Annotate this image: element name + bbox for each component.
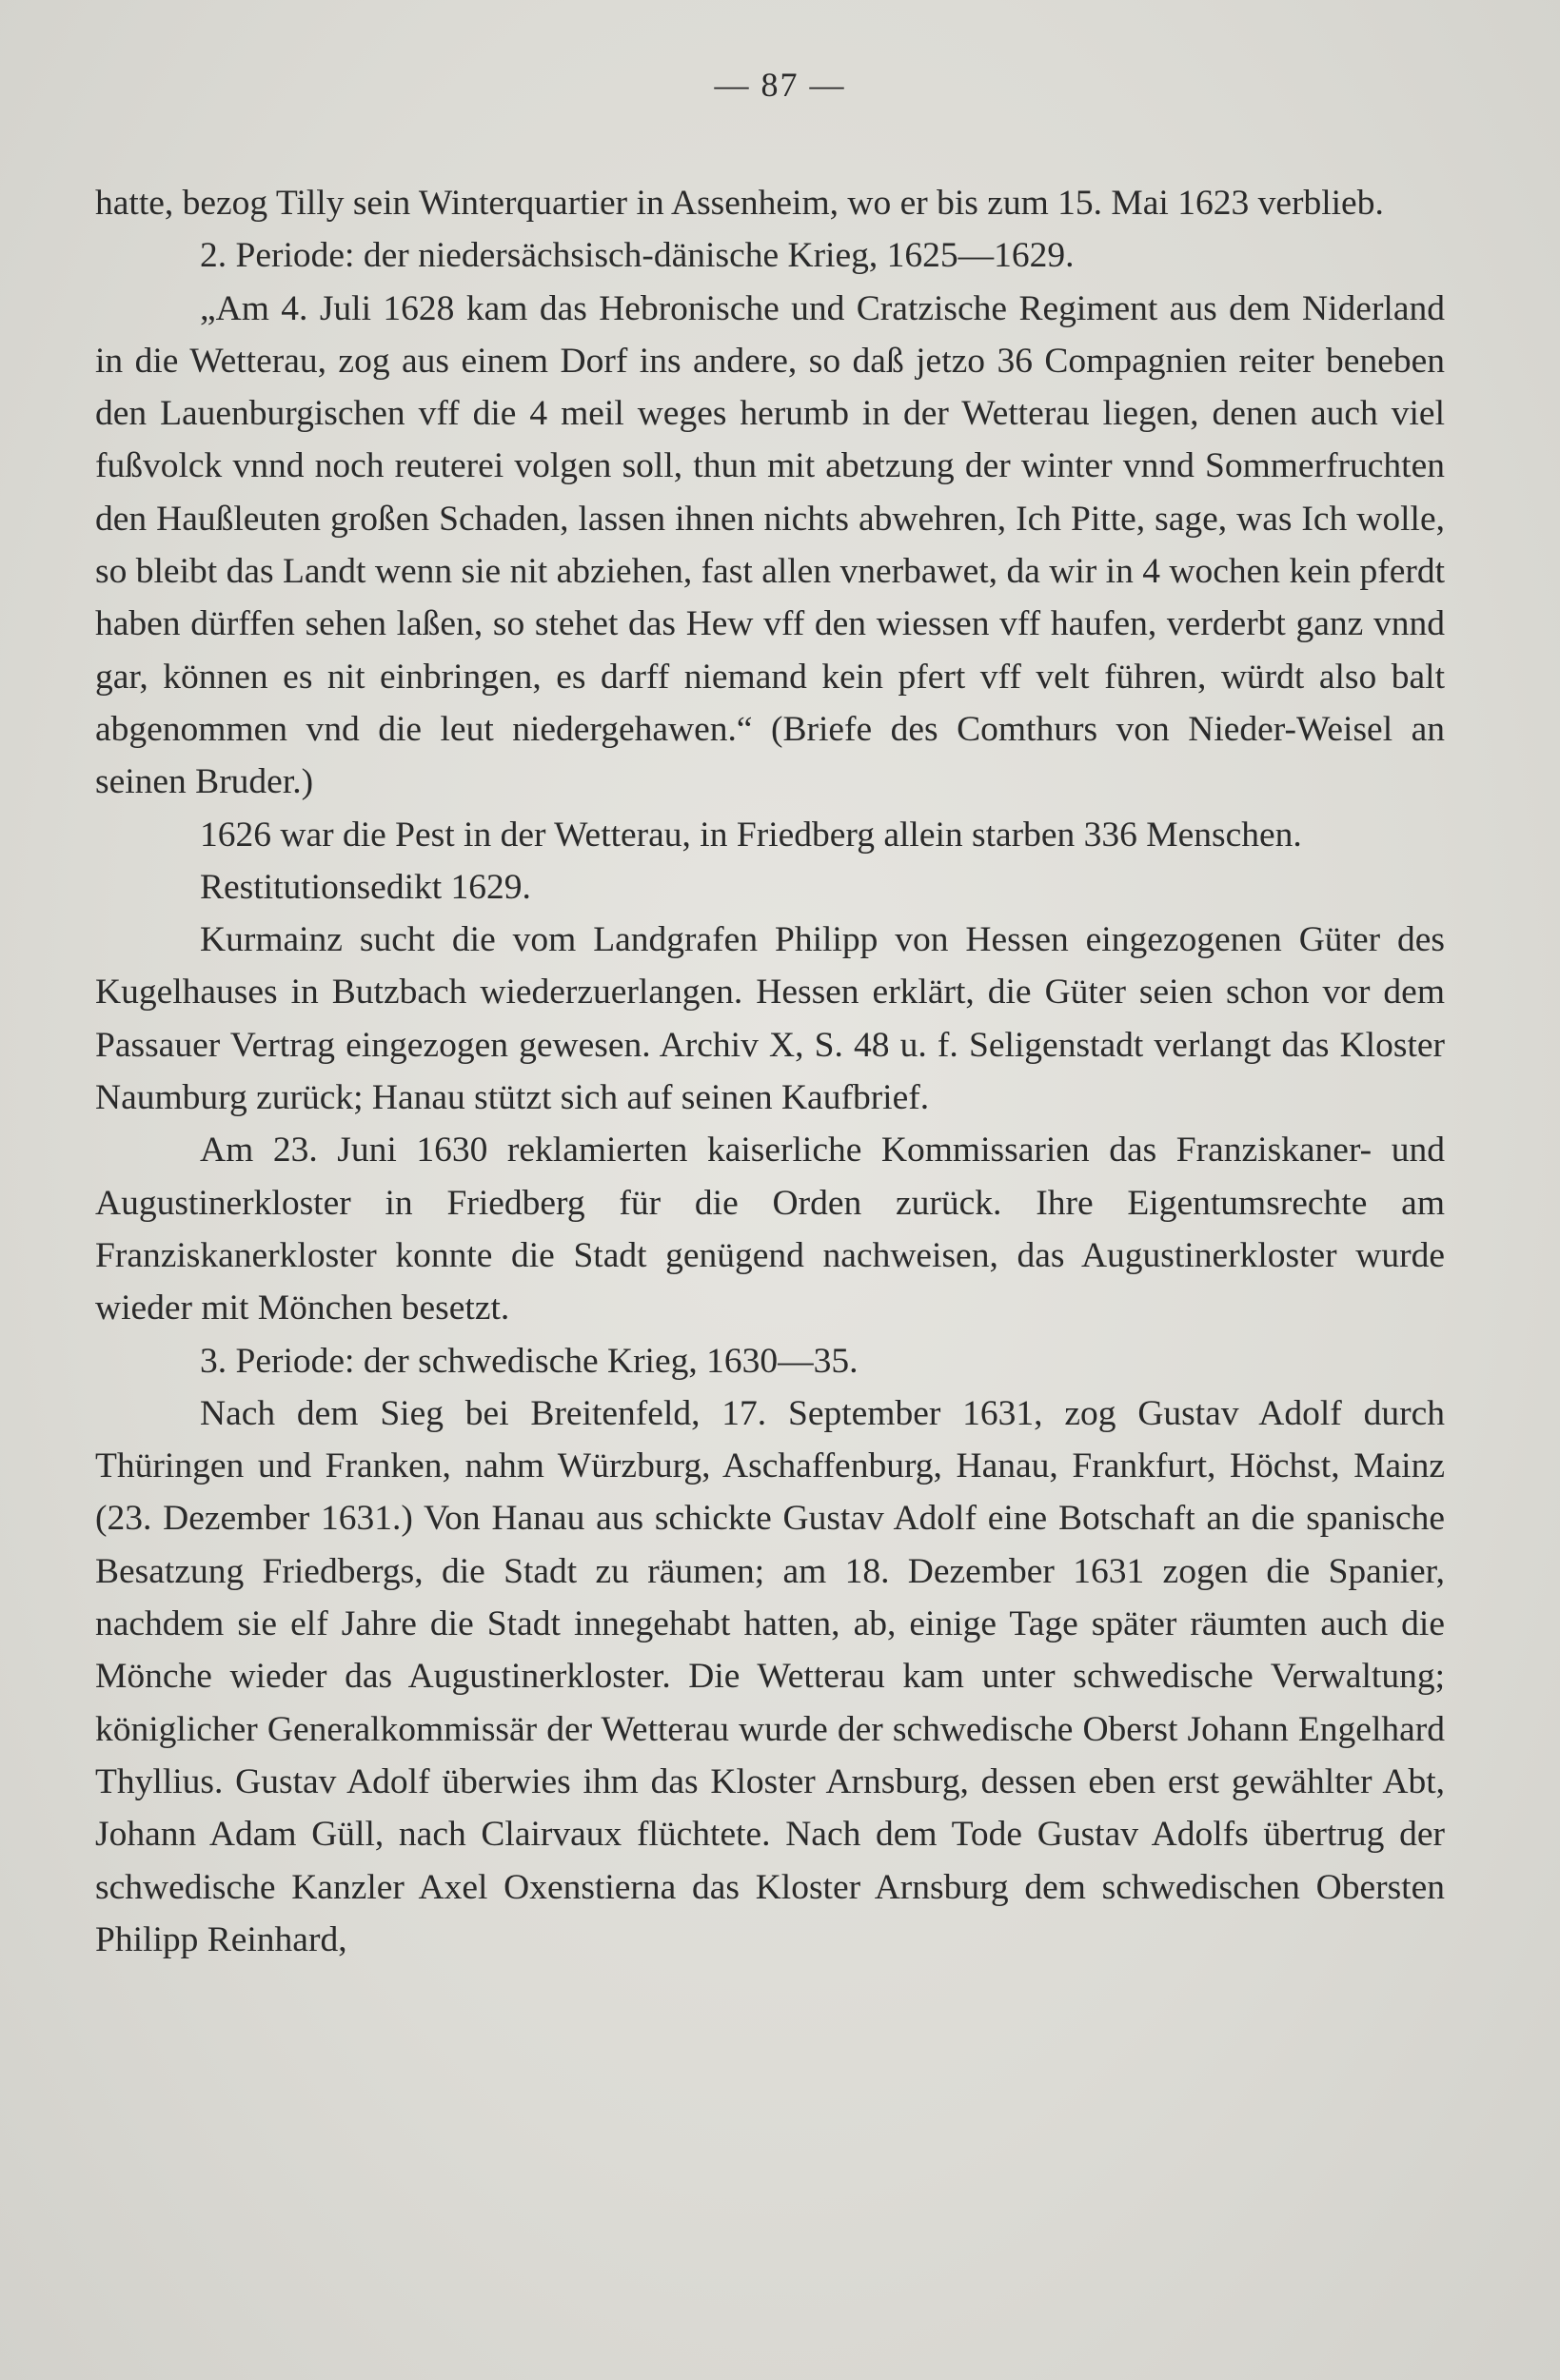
paragraph-winterquartier: hatte, bezog Tilly sein Winterquartier in Assenheim, wo er bis zum 15. Mai 1623 verblieb.: [95, 184, 1384, 223]
paragraph-restitutionsedikt: Restitutionsedikt 1629.: [200, 867, 531, 907]
paragraph-pest: 1626 war die Pest in der Wetterau, in Friedberg allein starben 336 Menschen.: [200, 815, 1302, 855]
body-text: [95, 177, 1445, 1966]
page-number: — 87 —: [714, 66, 846, 104]
paragraph-quote-regiment: „Am 4. Juli 1628 kam das Hebronische und Cratzische Regiment aus dem Niderland in die Wetterau, zog aus einem Dorf ins andere, so daß jetzo 36 Compagnien reiter beneben den Lauenburgischen vff die 4 meil weges herumb in der Wetterau liegen, denen auch viel fußvolck vnnd noch reuterei volgen soll, thun mit abetzung der winter vnnd Sommerfruchten den Haußleuten großen Schaden, lassen ihnen nichts abwehren, Ich Pitte, sage, was Ich wolle, so bleibt das Landt wenn sie nit abziehen, fast allen vnerbawet, da wir in 4 wochen kein pferdt haben dürffen sehen laßen, so stehet das Hew vff den wiessen vff haufen, verderbt ganz vnnd gar, können es nit einbringen, es darff niemand kein pfert vff velt führen, würdt also balt abgenommen vnd die leut niedergehawen.“ (Briefe des Comthurs von Nieder-Weisel an seinen Bruder.): [95, 288, 1445, 802]
paragraph-breitenfeld: Nach dem Sieg bei Breitenfeld, 17. September 1631, zog Gustav Adolf durch Thüringen und Franken, nahm Würzburg, Aschaffenburg, Hanau, Frankfurt, Höchst, Mainz (23. Dezember 1631.) Von Hanau aus schickte Gustav Adolf eine Botschaft an die spanische Besatzung Friedbergs, die Stadt zu räumen; am 18. Dezember 1631 zogen die Spanier, nachdem sie elf Jahre die Stadt innegehabt hatten, ab, einige Tage später räumten auch die Mönche wieder das Augustinerkloster. Die Wetterau kam unter schwedische Verwaltung; königlicher Generalkommissär der Wetterau wurde der schwedische Oberst Johann Engelhard Thyllius. Gustav Adolf überwies ihm das Kloster Arnsburg, dessen eben erst gewählter Abt, Johann Adam Güll, nach Clairvaux flüchtete. Nach dem Tode Gustav Adolfs übertrug der schwedische Kanzler Axel Oxenstierna das Kloster Arnsburg dem schwedischen Obersten Philipp Reinhard,: [95, 1393, 1445, 1959]
paragraph-periode-3-heading: 3. Periode: der schwedische Krieg, 1630—35.: [200, 1341, 859, 1381]
paragraph-periode-2-heading: 2. Periode: der niedersächsisch-dänische Krieg, 1625—1629.: [200, 236, 1075, 276]
paragraph-kurmainz: Kurmainz sucht die vom Landgrafen Philipp von Hessen eingezogenen Güter des Kugelhauses in Butzbach wiederzuerlangen. Hessen erklärt, die Güter seien schon vor dem Passauer Vertrag eingezogen gewesen. Archiv X, S. 48 u. f. Seligenstadt verlangt das Kloster Naumburg zurück; Hanau stützt sich auf seinen Kaufbrief.: [95, 920, 1445, 1118]
paragraph-kommissarien: Am 23. Juni 1630 reklamierten kaiserliche Kommissarien das Franziskaner- und Augustinerkloster in Friedberg für die Orden zurück. Ihre Eigentumsrechte am Franziskanerkloster konnte die Stadt genügend nachweisen, das Augustinerkloster wurde wieder mit Mönchen besetzt.: [95, 1131, 1445, 1328]
